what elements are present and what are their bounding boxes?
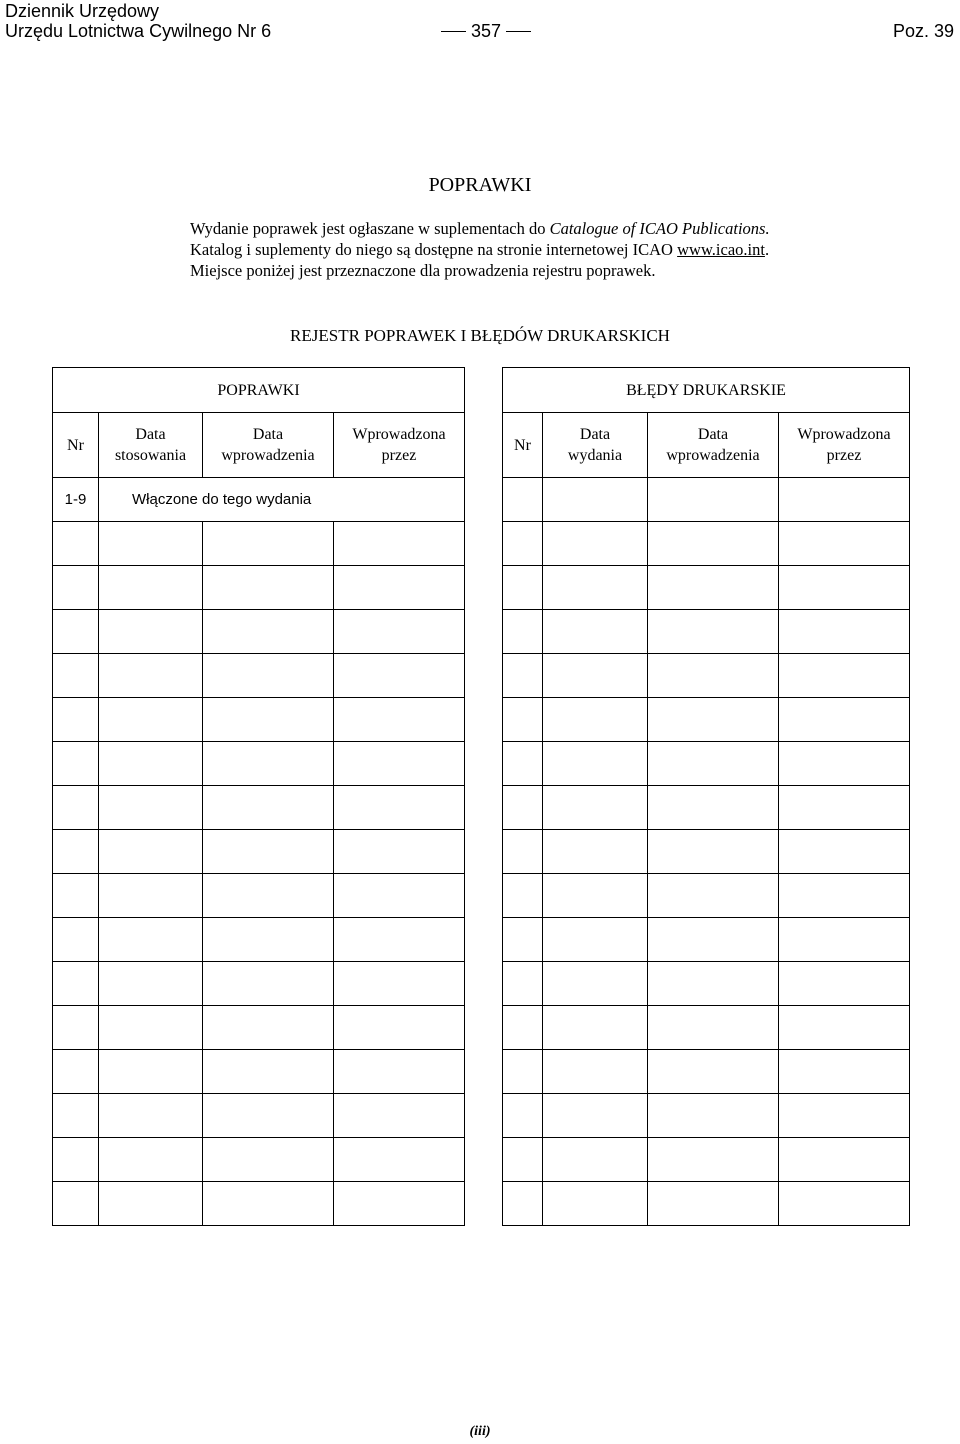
- table-cell[interactable]: [779, 1094, 910, 1138]
- table-cell[interactable]: [543, 830, 648, 874]
- table-cell[interactable]: [53, 566, 99, 610]
- amendments-col-date-applied: [99, 413, 203, 478]
- table-cell[interactable]: [779, 962, 910, 1006]
- table-cell[interactable]: [648, 830, 779, 874]
- amendments-col-nr: [53, 413, 99, 478]
- table-cell[interactable]: [779, 478, 910, 522]
- table-cell[interactable]: [503, 1006, 543, 1050]
- table-cell[interactable]: [648, 1006, 779, 1050]
- col-label: Data: [252, 426, 284, 443]
- table-row: [503, 962, 910, 1006]
- col-label: Data: [697, 426, 729, 443]
- page-number-value: 357: [471, 21, 502, 41]
- corrigenda-group-header: BŁĘDY DRUKARSKIE: [503, 368, 910, 413]
- table-cell[interactable]: [203, 566, 334, 610]
- table-cell[interactable]: [779, 918, 910, 962]
- table-cell[interactable]: [203, 654, 334, 698]
- table-cell[interactable]: [648, 478, 779, 522]
- table-cell[interactable]: [203, 830, 334, 874]
- table-row: [503, 874, 910, 918]
- table-cell[interactable]: [648, 1094, 779, 1138]
- register-title: REJESTR POPRAWEK I BŁĘDÓW DRUKARSKICH: [290, 326, 670, 345]
- table-cell[interactable]: [503, 1050, 543, 1094]
- table-cell[interactable]: [334, 610, 465, 654]
- table-cell[interactable]: [53, 874, 99, 918]
- table-cell[interactable]: [53, 522, 99, 566]
- table-cell[interactable]: [334, 1050, 465, 1094]
- table-row: [53, 786, 465, 830]
- table-cell[interactable]: [503, 610, 543, 654]
- col-label: wydania: [567, 447, 623, 464]
- table-cell[interactable]: [203, 522, 334, 566]
- table-row: [53, 698, 465, 742]
- table-cell[interactable]: [648, 566, 779, 610]
- amendments-col-date-entered: [203, 413, 334, 478]
- col-label: wprowadzenia: [221, 447, 315, 464]
- table-row: [53, 566, 465, 610]
- table-cell[interactable]: [53, 1006, 99, 1050]
- table-cell[interactable]: [648, 918, 779, 962]
- table-row: [53, 874, 465, 918]
- table-cell[interactable]: [203, 1182, 334, 1226]
- table-cell[interactable]: [543, 566, 648, 610]
- first-row-nr: 1-9: [53, 478, 99, 522]
- corrigenda-col-date-issued: [543, 413, 648, 478]
- table-cell[interactable]: [99, 830, 203, 874]
- table-cell[interactable]: [99, 1182, 203, 1226]
- table-row: [503, 478, 910, 522]
- amendments-group-header: POPRAWKI: [53, 368, 465, 413]
- table-cell[interactable]: [99, 874, 203, 918]
- intro-line-2-text: Katalog i suplementy do niego są dostępne na stronie internetowej ICAO: [190, 240, 678, 259]
- col-label: wprowadzenia: [666, 447, 760, 464]
- table-cell[interactable]: [503, 1138, 543, 1182]
- table-cell[interactable]: [53, 742, 99, 786]
- table-row: [503, 1182, 910, 1226]
- intro-line-2-suffix: .: [764, 240, 770, 259]
- table-cell[interactable]: [503, 654, 543, 698]
- table-row: [53, 522, 465, 566]
- amendments-col-entered-by: [334, 413, 465, 478]
- table-cell[interactable]: [99, 610, 203, 654]
- col-label: przez: [826, 447, 862, 464]
- corrigenda-col-date-entered: [648, 413, 779, 478]
- table-row: [503, 1138, 910, 1182]
- table-cell[interactable]: [53, 918, 99, 962]
- table-cell[interactable]: [779, 1138, 910, 1182]
- table-cell[interactable]: [543, 742, 648, 786]
- table-cell[interactable]: [648, 962, 779, 1006]
- table-cell[interactable]: [779, 1050, 910, 1094]
- amendments-table: [52, 367, 465, 1226]
- table-cell[interactable]: [334, 566, 465, 610]
- table-cell[interactable]: [334, 1182, 465, 1226]
- table-cell[interactable]: [203, 1094, 334, 1138]
- table-row: [53, 610, 465, 654]
- table-cell[interactable]: [648, 610, 779, 654]
- table-cell[interactable]: [503, 962, 543, 1006]
- journal-title: Dziennik Urzędowy: [5, 1, 160, 21]
- table-cell[interactable]: [503, 478, 543, 522]
- table-cell[interactable]: [334, 874, 465, 918]
- table-row: [53, 1006, 465, 1050]
- table-cell[interactable]: [779, 698, 910, 742]
- table-cell[interactable]: [99, 654, 203, 698]
- table-cell[interactable]: [779, 610, 910, 654]
- table-cell[interactable]: [99, 742, 203, 786]
- table-cell[interactable]: [779, 786, 910, 830]
- intro-line-1-text: Wydanie poprawek jest ogłaszane w suplementach do: [190, 219, 550, 238]
- table-cell[interactable]: [53, 698, 99, 742]
- corrigenda-col-nr: [503, 413, 543, 478]
- page-title: POPRAWKI: [428, 174, 532, 196]
- table-cell[interactable]: [334, 962, 465, 1006]
- table-cell[interactable]: [779, 830, 910, 874]
- table-cell[interactable]: [543, 654, 648, 698]
- table-cell[interactable]: [779, 1182, 910, 1226]
- col-label: Wprowadzona: [797, 426, 891, 443]
- table-cell[interactable]: [779, 566, 910, 610]
- table-cell[interactable]: [543, 874, 648, 918]
- table-cell[interactable]: [334, 830, 465, 874]
- table-cell[interactable]: [334, 1138, 465, 1182]
- table-cell[interactable]: [99, 1050, 203, 1094]
- table-cell[interactable]: [543, 1138, 648, 1182]
- table-row: [503, 566, 910, 610]
- col-label: przez: [381, 447, 417, 464]
- col-label: Nr: [514, 436, 531, 454]
- table-cell[interactable]: [99, 566, 203, 610]
- table-cell[interactable]: [53, 1094, 99, 1138]
- table-cell[interactable]: [53, 830, 99, 874]
- table-cell[interactable]: [203, 962, 334, 1006]
- table-cell[interactable]: [779, 1006, 910, 1050]
- table-cell[interactable]: [53, 1182, 99, 1226]
- table-cell[interactable]: [543, 610, 648, 654]
- table-cell[interactable]: [503, 830, 543, 874]
- table-row: [503, 522, 910, 566]
- table-cell[interactable]: [99, 918, 203, 962]
- table-row: [503, 1050, 910, 1094]
- table-cell[interactable]: [334, 1006, 465, 1050]
- corrigenda-table: [502, 367, 910, 1226]
- table-row: [503, 654, 910, 698]
- table-cell[interactable]: [99, 1138, 203, 1182]
- table-row: [503, 742, 910, 786]
- dash-left: [441, 31, 466, 32]
- first-row-note: Włączone do tego wydania: [99, 478, 465, 522]
- table-cell[interactable]: [503, 742, 543, 786]
- table-row: [503, 610, 910, 654]
- page-number: [436, 21, 536, 41]
- table-cell[interactable]: [334, 742, 465, 786]
- table-cell[interactable]: [648, 742, 779, 786]
- table-cell[interactable]: [648, 786, 779, 830]
- catalogue-title: Catalogue of ICAO Publications.: [549, 219, 770, 238]
- table-cell[interactable]: [543, 698, 648, 742]
- table-cell[interactable]: [53, 1138, 99, 1182]
- intro-text: [190, 218, 890, 281]
- table-row: [53, 962, 465, 1006]
- table-row: [503, 1006, 910, 1050]
- col-label: Data: [579, 426, 611, 443]
- table-cell[interactable]: [543, 1182, 648, 1226]
- table-cell[interactable]: [99, 786, 203, 830]
- journal-issue: Urzędu Lotnictwa Cywilnego Nr 6: [5, 21, 272, 41]
- intro-line-2: [190, 239, 890, 260]
- table-cell[interactable]: [53, 654, 99, 698]
- table-cell[interactable]: [779, 654, 910, 698]
- table-cell[interactable]: [543, 962, 648, 1006]
- table-cell[interactable]: [334, 522, 465, 566]
- table-cell[interactable]: [203, 698, 334, 742]
- table-cell[interactable]: [543, 1006, 648, 1050]
- table-cell[interactable]: [203, 1006, 334, 1050]
- table-cell[interactable]: [543, 1050, 648, 1094]
- table-cell[interactable]: [648, 522, 779, 566]
- table-cell[interactable]: [503, 698, 543, 742]
- table-cell[interactable]: [648, 1050, 779, 1094]
- table-cell[interactable]: [203, 610, 334, 654]
- table-cell[interactable]: [503, 1182, 543, 1226]
- intro-line-1: [190, 218, 890, 239]
- table-cell[interactable]: [503, 874, 543, 918]
- table-cell[interactable]: [334, 1094, 465, 1138]
- table-row: [53, 1094, 465, 1138]
- table-cell[interactable]: [779, 742, 910, 786]
- table-cell[interactable]: [648, 874, 779, 918]
- table-cell[interactable]: [543, 786, 648, 830]
- table-cell[interactable]: [203, 918, 334, 962]
- table-cell[interactable]: [648, 1138, 779, 1182]
- table-cell[interactable]: [53, 786, 99, 830]
- table-cell[interactable]: [779, 522, 910, 566]
- table-row: [53, 830, 465, 874]
- table-row: [53, 478, 465, 522]
- table-cell[interactable]: [503, 522, 543, 566]
- table-cell[interactable]: [99, 1094, 203, 1138]
- dash-right: [506, 31, 531, 32]
- page-footer: (iii): [469, 1424, 491, 1439]
- table-cell[interactable]: [334, 698, 465, 742]
- table-cell[interactable]: [203, 1138, 334, 1182]
- table-cell[interactable]: [543, 918, 648, 962]
- intro-line-3: Miejsce poniżej jest przeznaczone dla prowadzenia rejestru poprawek.: [190, 261, 656, 280]
- corrigenda-col-entered-by: [779, 413, 910, 478]
- table-row: [53, 654, 465, 698]
- table-cell[interactable]: [503, 918, 543, 962]
- table-cell[interactable]: [53, 1050, 99, 1094]
- table-cell[interactable]: [334, 918, 465, 962]
- table-cell[interactable]: [203, 874, 334, 918]
- table-cell[interactable]: [99, 698, 203, 742]
- table-row: [503, 830, 910, 874]
- table-cell[interactable]: [334, 786, 465, 830]
- table-row: [53, 1182, 465, 1226]
- table-cell[interactable]: [648, 654, 779, 698]
- table-cell[interactable]: [99, 522, 203, 566]
- table-cell[interactable]: [543, 478, 648, 522]
- col-label: Wprowadzona: [352, 426, 446, 443]
- col-label: Nr: [67, 436, 84, 454]
- table-cell[interactable]: [648, 1182, 779, 1226]
- table-cell[interactable]: [503, 566, 543, 610]
- table-cell[interactable]: [543, 1094, 648, 1138]
- col-label: Data: [135, 426, 166, 443]
- table-row: [53, 742, 465, 786]
- icao-website-link[interactable]: www.icao.int: [677, 240, 765, 259]
- table-cell[interactable]: [53, 962, 99, 1006]
- table-row: [503, 786, 910, 830]
- table-row: [53, 918, 465, 962]
- table-cell[interactable]: [779, 874, 910, 918]
- table-cell[interactable]: [503, 786, 543, 830]
- table-cell[interactable]: [99, 962, 203, 1006]
- table-row: [503, 698, 910, 742]
- table-cell[interactable]: [203, 786, 334, 830]
- table-row: [503, 918, 910, 962]
- table-cell[interactable]: [203, 742, 334, 786]
- position-number: Poz. 39: [892, 21, 954, 41]
- table-row: [503, 1094, 910, 1138]
- table-cell[interactable]: [648, 698, 779, 742]
- table-cell[interactable]: [53, 610, 99, 654]
- table-row: [53, 1138, 465, 1182]
- table-cell[interactable]: [203, 1050, 334, 1094]
- table-cell[interactable]: [334, 654, 465, 698]
- table-cell[interactable]: [543, 522, 648, 566]
- table-cell[interactable]: [99, 1006, 203, 1050]
- table-row: [53, 1050, 465, 1094]
- table-cell[interactable]: [503, 1094, 543, 1138]
- col-label: stosowania: [114, 447, 187, 464]
